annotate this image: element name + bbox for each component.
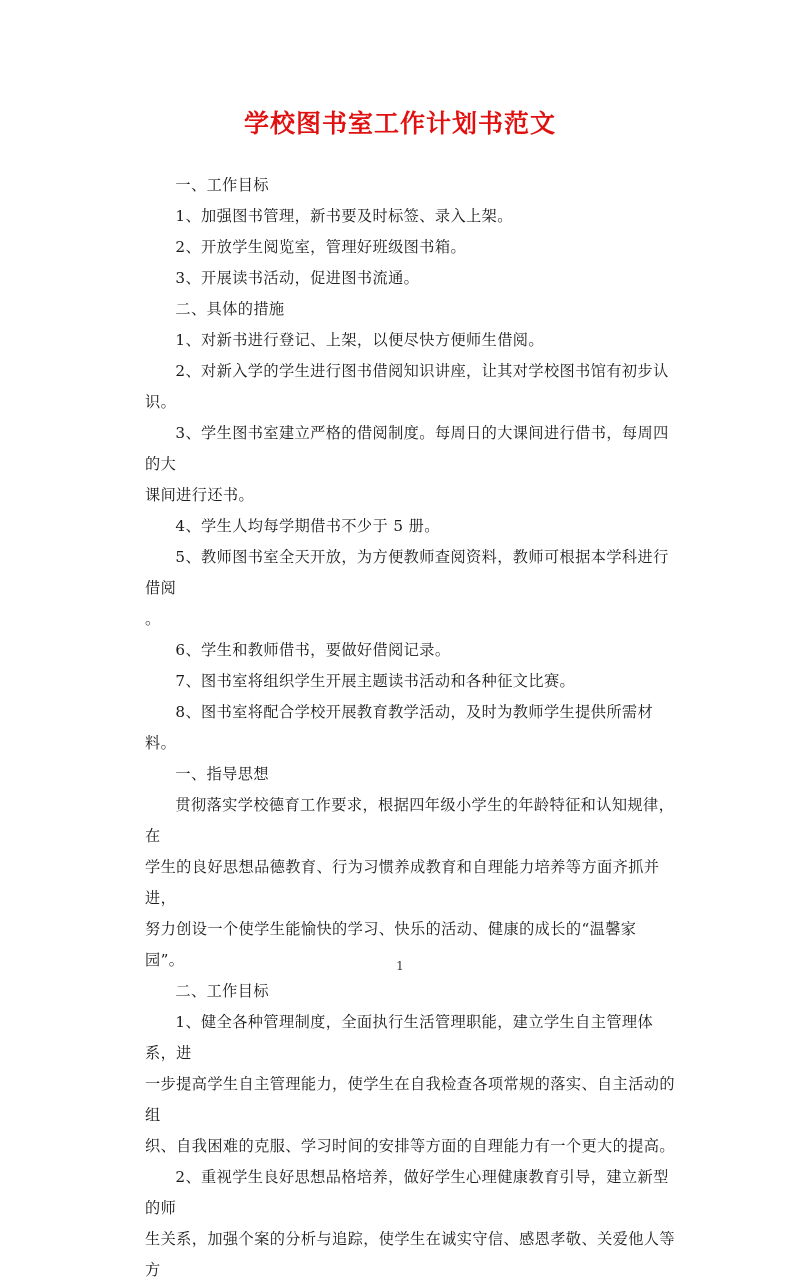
paragraph-line: 课间进行还书。 bbox=[145, 486, 255, 504]
paragraph-line: 贯彻落实学校德育工作要求，根据四年级小学生的年龄特征和认知规律，在 bbox=[145, 796, 675, 845]
paragraph-line: 二、具体的措施 bbox=[175, 300, 285, 318]
paragraph-line: 2、对新入学的学生进行图书借阅知识讲座，让其对学校图书馆有初步认识。 bbox=[145, 362, 669, 411]
paragraph-line: 8、图书室将配合学校开展教育教学活动，及时为教师学生提供所需材料。 bbox=[145, 703, 654, 752]
document-body bbox=[145, 170, 675, 1286]
paragraph-line: 3、学生图书室建立严格的借阅制度。每周日的大课间进行借书，每周四的大 bbox=[145, 424, 669, 473]
paragraph-line: 一、工作目标 bbox=[175, 176, 269, 194]
paragraph-line: 1、加强图书管理，新书要及时标签、录入上架。 bbox=[175, 207, 513, 225]
paragraph-line: 4、学生人均每学期借书不少于 5 册。 bbox=[175, 517, 440, 535]
paragraph-line: 一、指导思想 bbox=[175, 765, 269, 783]
paragraph-line: 努力创设一个使学生能愉快的学习、快乐的活动、健康的成长的“温馨家园”。 bbox=[145, 920, 637, 969]
document-title: 学校图书室工作计划书范文 bbox=[243, 109, 556, 138]
paragraph-line: 1、对新书进行登记、上架，以便尽快方便师生借阅。 bbox=[175, 331, 544, 349]
paragraph-line: 5、教师图书室全天开放，为方便教师查阅资料，教师可根据本学科进行借阅 bbox=[145, 548, 669, 597]
page-number: 1 bbox=[396, 959, 404, 973]
paragraph-line: 学生的良好思想品德教育、行为习惯养成教育和自理能力培养等方面齐抓并进， bbox=[145, 858, 660, 907]
paragraph-line: 3、开展读书活动，促进图书流通。 bbox=[175, 269, 420, 287]
paragraph-line: 。 bbox=[145, 610, 161, 628]
paragraph-line: 1、健全各种管理制度，全面执行生活管理职能，建立学生自主管理体系，进 bbox=[145, 1013, 654, 1062]
paragraph-line: 织、自我困难的克服、学习时间的安排等方面的自理能力有一个更大的提高。 bbox=[145, 1137, 675, 1155]
paragraph-line: 2、开放学生阅览室，管理好班级图书箱。 bbox=[175, 238, 467, 256]
paragraph-line: 2、重视学生良好思想品格培养，做好学生心理健康教育引导，建立新型的师 bbox=[145, 1168, 669, 1217]
paragraph-line: 生关系，加强个案的分析与追踪，使学生在诚实守信、感恩孝敬、关爱他人等方 bbox=[145, 1230, 675, 1279]
paragraph-line: 7、图书室将组织学生开展主题读书活动和各种征文比赛。 bbox=[175, 672, 576, 690]
paragraph-line: 二、工作目标 bbox=[175, 982, 269, 1000]
paragraph-line: 一步提高学生自主管理能力，使学生在自我检查各项常规的落实、自主活动的组 bbox=[145, 1075, 675, 1124]
paragraph-line: 6、学生和教师借书，要做好借阅记录。 bbox=[175, 641, 451, 659]
